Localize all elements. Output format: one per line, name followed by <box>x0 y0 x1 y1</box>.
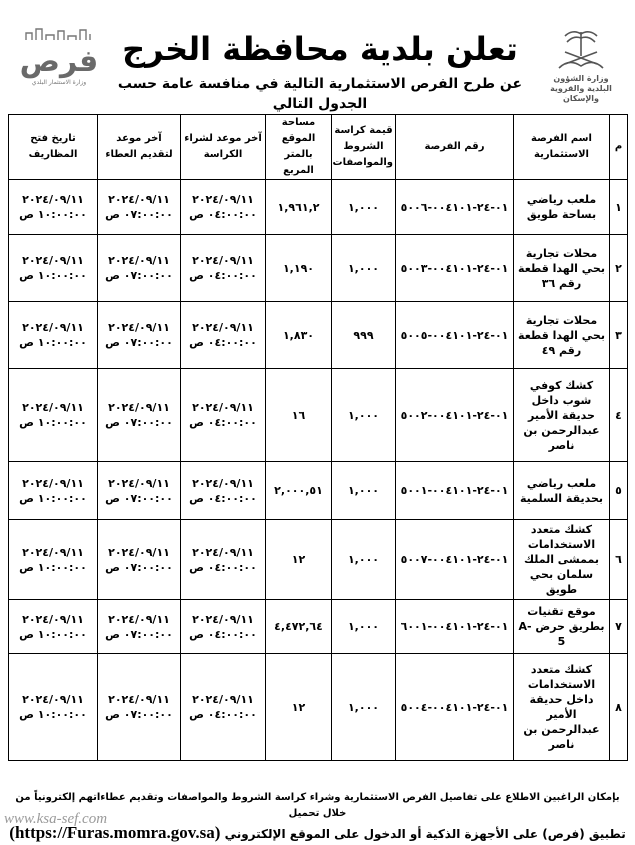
open-date-time: ١٠:٠٠:٠٠ ص <box>19 708 87 721</box>
open-date-time: ١٠:٠٠:٠٠ ص <box>19 560 87 574</box>
buy-deadline <box>181 600 266 654</box>
table-row <box>9 180 628 235</box>
submit-deadline-time: ٠٧:٠٠:٠٠ ص <box>105 560 173 574</box>
buy-deadline <box>181 462 266 520</box>
brochure-price: ١,٠٠٠ <box>332 654 396 761</box>
opportunity-name: موقع تقنيات بطريق حرض A-5 <box>514 600 610 654</box>
opportunity-name: ملعب رياضي بحديقة السلمية <box>514 462 610 520</box>
table-row <box>9 654 628 761</box>
submit-deadline-date: ٢٠٢٤/٠٩/١١ <box>108 254 170 267</box>
buy-deadline <box>181 235 266 302</box>
palm-swords-emblem-icon <box>553 26 609 72</box>
open-date <box>9 654 98 761</box>
submit-deadline-date: ٢٠٢٤/٠٩/١١ <box>108 321 170 334</box>
site-area: ١٦ <box>266 369 332 462</box>
ministry-logo <box>541 26 621 104</box>
col-header-open-date: تاريخ فتح المظاريف <box>9 115 98 180</box>
open-date-date: ٢٠٢٤/٠٩/١١ <box>22 693 84 706</box>
submit-deadline-time: ٠٧:٠٠:٠٠ ص <box>105 708 173 721</box>
submit-deadline-time: ٠٧:٠٠:٠٠ ص <box>105 336 173 349</box>
opportunity-code: ٠١-٢٤-٠٠٤١٠١-٦٠٠١ <box>396 600 514 654</box>
table-body <box>9 180 628 761</box>
table-header-row <box>9 115 628 180</box>
opportunity-name: محلات تجارية بحي الهدا قطعة رقم ٤٩ <box>514 302 610 369</box>
forsa-wordmark: فرص <box>19 44 99 79</box>
opportunity-name: كشك متعدد الاستخدامات بممشى الملك سلمان بحي طويق <box>514 520 610 600</box>
open-date-date: ٢٠٢٤/٠٩/١١ <box>22 254 84 267</box>
row-number: ٧ <box>610 600 628 654</box>
buy-deadline-time: ٠٤:٠٠:٠٠ ص <box>189 416 257 429</box>
opportunity-name: كشك كوفي شوب داخل حديقة الأمير عبدالرحمن بن ناصر <box>514 369 610 462</box>
submit-deadline-time: ٠٧:٠٠:٠٠ ص <box>105 416 173 429</box>
site-area: ١٢ <box>266 520 332 600</box>
site-area: ٢,٠٠٠,٥١ <box>266 462 332 520</box>
opportunity-name: كشك متعدد الاستخدامات داخل حديقة الأمير عبدالرحمن بن ناصر <box>514 654 610 761</box>
opportunity-code: ٠١-٢٤-٠٠٤١٠١-٥٠٠٤ <box>396 654 514 761</box>
brochure-price: ٩٩٩ <box>332 302 396 369</box>
row-number: ٥ <box>610 462 628 520</box>
submit-deadline <box>98 180 181 235</box>
opportunities-table <box>8 114 628 761</box>
buy-deadline-date: ٢٠٢٤/٠٩/١١ <box>192 612 254 626</box>
submit-deadline <box>98 369 181 462</box>
open-date-date: ٢٠٢٤/٠٩/١١ <box>22 545 84 559</box>
page-subtitle: عن طرح الفرص الاستثمارية التالية في منافسة عامة حسب الجدول التالي <box>117 76 523 112</box>
open-date-time: ١٠:٠٠:٠٠ ص <box>19 208 87 221</box>
col-header-price: قيمة كراسة الشروط والمواصفات <box>332 115 396 180</box>
open-date-date: ٢٠٢٤/٠٩/١١ <box>22 193 84 206</box>
buy-deadline-date: ٢٠٢٤/٠٩/١١ <box>192 321 254 334</box>
buy-deadline-time: ٠٤:٠٠:٠٠ ص <box>189 560 257 574</box>
submit-deadline-date: ٢٠٢٤/٠٩/١١ <box>108 693 170 706</box>
open-date <box>9 520 98 600</box>
table-row <box>9 235 628 302</box>
open-date <box>9 180 98 235</box>
open-date-time: ١٠:٠٠:٠٠ ص <box>19 269 87 282</box>
submit-deadline-date: ٢٠٢٤/٠٩/١١ <box>108 401 170 414</box>
buy-deadline <box>181 180 266 235</box>
buy-deadline <box>181 369 266 462</box>
row-number: ٦ <box>610 520 628 600</box>
table-row <box>9 520 628 600</box>
page-title: تعلن بلدية محافظة الخرج <box>122 30 518 68</box>
submit-deadline-time: ٠٧:٠٠:٠٠ ص <box>105 627 173 641</box>
open-date-date: ٢٠٢٤/٠٩/١١ <box>22 401 84 414</box>
site-area: ١,٩٦١,٢ <box>266 180 332 235</box>
opportunity-name: محلات تجارية بحي الهدا قطعة رقم ٣٦ <box>514 235 610 302</box>
open-date-date: ٢٠٢٤/٠٩/١١ <box>22 476 84 490</box>
col-header-num: م <box>610 115 628 180</box>
table-row <box>9 302 628 369</box>
buy-deadline-time: ٠٤:٠٠:٠٠ ص <box>189 491 257 505</box>
open-date <box>9 600 98 654</box>
opportunity-code: ٠١-٢٤-٠٠٤١٠١-٥٠٠٥ <box>396 302 514 369</box>
table-row <box>9 369 628 462</box>
submit-deadline <box>98 654 181 761</box>
site-area: ١,٨٣٠ <box>266 302 332 369</box>
open-date <box>9 369 98 462</box>
row-number: ١ <box>610 180 628 235</box>
footer-instructions: بإمكان الراغبين الاطلاع على تفاصيل الفرص الاستثمارية وشراء كراسة الشروط والمواصفات وتقديم عطاءاتهم إلكترونياً من خلال تحميل <box>15 792 620 819</box>
col-header-buy-deadline: آخر موعد لشراء الكراسة <box>181 115 266 180</box>
open-date <box>9 235 98 302</box>
buy-deadline-time: ٠٤:٠٠:٠٠ ص <box>189 336 257 349</box>
submit-deadline-date: ٢٠٢٤/٠٩/١١ <box>108 545 170 559</box>
row-number: ٣ <box>610 302 628 369</box>
table-row <box>9 462 628 520</box>
buy-deadline <box>181 654 266 761</box>
buy-deadline-time: ٠٤:٠٠:٠٠ ص <box>189 269 257 282</box>
opportunity-code: ٠١-٢٤-٠٠٤١٠١-٥٠٠٧ <box>396 520 514 600</box>
open-date-date: ٢٠٢٤/٠٩/١١ <box>22 612 84 626</box>
submit-deadline-date: ٢٠٢٤/٠٩/١١ <box>108 476 170 490</box>
submit-deadline <box>98 302 181 369</box>
submit-deadline <box>98 600 181 654</box>
buy-deadline-date: ٢٠٢٤/٠٩/١١ <box>192 693 254 706</box>
brochure-price: ١,٠٠٠ <box>332 520 396 600</box>
submit-deadline <box>98 235 181 302</box>
watermark: www.ksa-sef.com <box>4 811 108 827</box>
opportunity-code: ٠١-٢٤-٠٠٤١٠١-٥٠٠٢ <box>396 369 514 462</box>
open-date-time: ١٠:٠٠:٠٠ ص <box>19 491 87 505</box>
brochure-price: ١,٠٠٠ <box>332 600 396 654</box>
header <box>8 8 627 114</box>
brochure-price: ١,٠٠٠ <box>332 462 396 520</box>
footer-app-text: تطبيق (فرص) على الأجهزة الذكية أو الدخول على الموقع الإلكتروني <box>224 827 626 841</box>
submit-deadline-time: ٠٧:٠٠:٠٠ ص <box>105 208 173 221</box>
announcement-page <box>8 8 627 842</box>
site-area: ٤,٤٧٢,٦٤ <box>266 600 332 654</box>
buy-deadline-time: ٠٤:٠٠:٠٠ ص <box>189 627 257 641</box>
ministry-name: وزارة الشؤون البلدية والقروية والإسكان <box>550 74 612 103</box>
buy-deadline <box>181 520 266 600</box>
submit-deadline-date: ٢٠٢٤/٠٩/١١ <box>108 193 170 206</box>
skyline-icon <box>24 27 94 41</box>
row-number: ٢ <box>610 235 628 302</box>
open-date-time: ١٠:٠٠:٠٠ ص <box>19 336 87 349</box>
opportunity-code: ٠١-٢٤-٠٠٤١٠١-٥٠٠٣ <box>396 235 514 302</box>
table-row <box>9 600 628 654</box>
open-date <box>9 302 98 369</box>
buy-deadline-date: ٢٠٢٤/٠٩/١١ <box>192 476 254 490</box>
brochure-price: ١,٠٠٠ <box>332 180 396 235</box>
open-date <box>9 462 98 520</box>
site-area: ١,١٩٠ <box>266 235 332 302</box>
opportunity-name: ملعب رياضي بساحة طويق <box>514 180 610 235</box>
site-area: ١٢ <box>266 654 332 761</box>
row-number: ٤ <box>610 369 628 462</box>
brochure-price: ١,٠٠٠ <box>332 235 396 302</box>
buy-deadline-date: ٢٠٢٤/٠٩/١١ <box>192 545 254 559</box>
brochure-price: ١,٠٠٠ <box>332 369 396 462</box>
submit-deadline-date: ٢٠٢٤/٠٩/١١ <box>108 612 170 626</box>
buy-deadline-date: ٢٠٢٤/٠٩/١١ <box>192 401 254 414</box>
open-date-time: ١٠:٠٠:٠٠ ص <box>19 416 87 429</box>
col-header-code: رقم الفرصة <box>396 115 514 180</box>
buy-deadline-time: ٠٤:٠٠:٠٠ ص <box>189 208 257 221</box>
buy-deadline <box>181 302 266 369</box>
row-number: ٨ <box>610 654 628 761</box>
open-date-date: ٢٠٢٤/٠٩/١١ <box>22 321 84 334</box>
col-header-area: مساحة الموقع بالمتر المربع <box>266 115 332 180</box>
forsa-caption: وزارة الاستثمار البلدي <box>31 79 87 86</box>
submit-deadline <box>98 462 181 520</box>
buy-deadline-date: ٢٠٢٤/٠٩/١١ <box>192 254 254 267</box>
furas-website-link[interactable]: (https://Furas.momra.gov.sa) <box>9 823 221 842</box>
submit-deadline-time: ٠٧:٠٠:٠٠ ص <box>105 491 173 505</box>
buy-deadline-date: ٢٠٢٤/٠٩/١١ <box>192 193 254 206</box>
col-header-submit-deadline: آخر موعد لتقديم العطاء <box>98 115 181 180</box>
open-date-time: ١٠:٠٠:٠٠ ص <box>19 627 87 641</box>
opportunity-code: ٠١-٢٤-٠٠٤١٠١-٥٠٠١ <box>396 462 514 520</box>
submit-deadline-time: ٠٧:٠٠:٠٠ ص <box>105 269 173 282</box>
forsa-logo <box>14 26 104 106</box>
col-header-name: اسم الفرصة الاستثمارية <box>514 115 610 180</box>
buy-deadline-time: ٠٤:٠٠:٠٠ ص <box>189 708 257 721</box>
submit-deadline <box>98 520 181 600</box>
opportunity-code: ٠١-٢٤-٠٠٤١٠١-٥٠٠٦ <box>396 180 514 235</box>
